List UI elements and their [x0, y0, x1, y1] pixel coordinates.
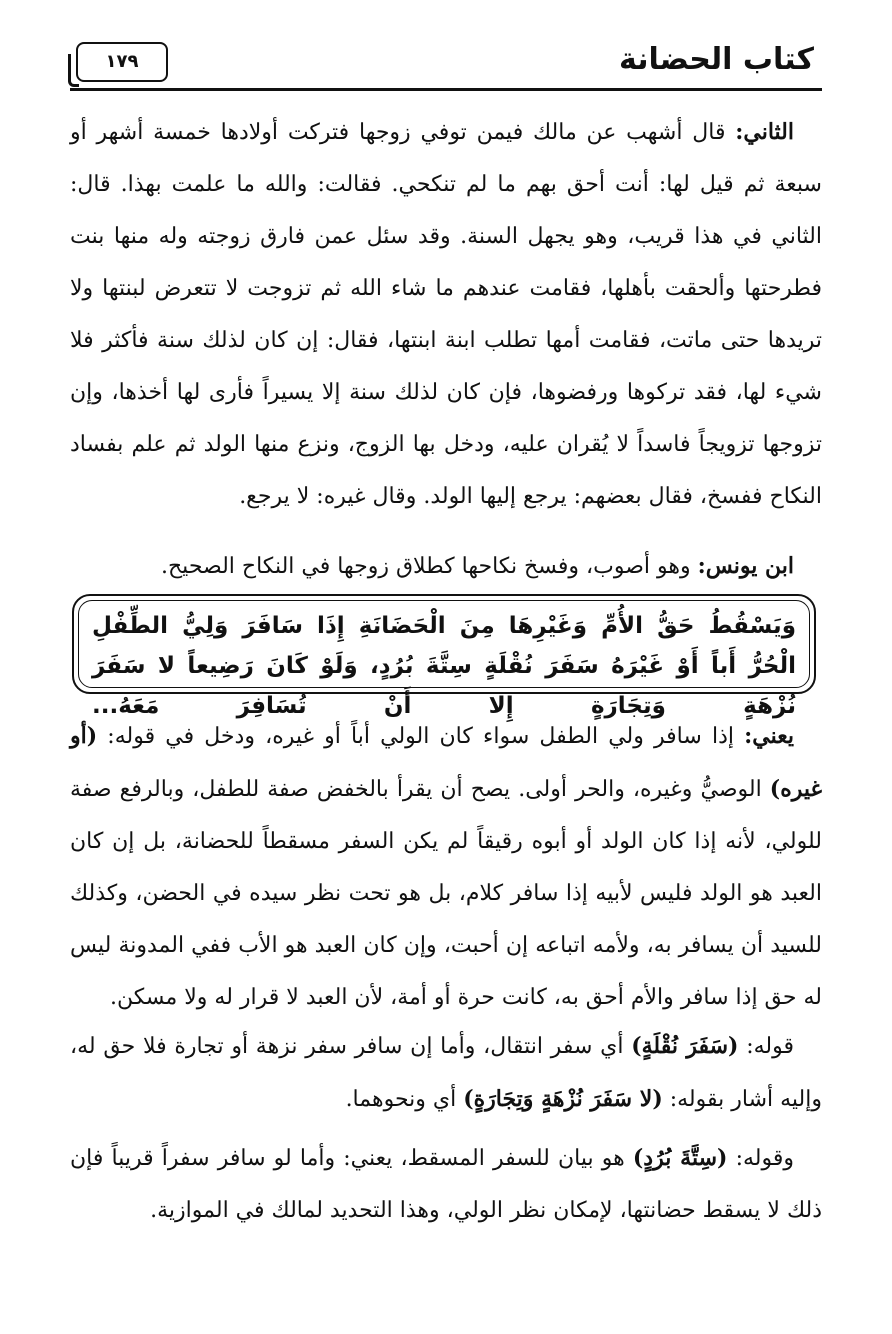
quoted-phrase: (سَفَرَ نُقْلَةٍ)	[631, 1033, 739, 1059]
quoted-phrase: (لا سَفَرَ نُزْهَةٍ وَتِجَارَةٍ)	[463, 1086, 663, 1112]
matn-text: وَيَسْقُطُ حَقُّ الأُمِّ وَغَيْرِهَا مِنَ الْحَضَانَةِ إِذَا سَافَرَ وَلِيُّ الطِّفْلِ الْحُرُّ أَباً أَوْ غَيْرَهُ سَفَرَ نُقْلَةٍ سِتَّةَ بُرُدٍ، وَلَوْ كَانَ رَضِيعاً لا سَفَرَ نُزْهَةٍ وَتِجَارَةٍ إِلا أَنْ تُسَافِرَ مَعَهُ...	[92, 613, 796, 719]
paragraph-text: أي سفر انتقال، وأما إن سافر سفر نزهة أو تجارة فلا حق له، وإليه أشار بقوله:	[70, 1034, 822, 1112]
paragraph-label: يعني:	[744, 723, 794, 749]
paragraph-commentary	[70, 710, 822, 1024]
header-divider	[70, 88, 822, 91]
paragraph-text: أي ونحوهما.	[345, 1087, 464, 1112]
page-header	[70, 36, 822, 94]
paragraph-text: وقوله:	[727, 1146, 794, 1171]
matn-frame	[72, 594, 816, 719]
paragraph-sittata-burud	[70, 1132, 822, 1237]
page-number: ١٧٩	[76, 42, 168, 82]
paragraph-text: قوله:	[738, 1034, 795, 1059]
paragraph-label: الثاني:	[735, 119, 794, 145]
paragraph-ibn-yunus	[70, 540, 822, 593]
paragraph-text: الوصيُّ وغيره، والحر أولى. يصح أن يقرأ بالخفض صفة للطفل، وبالرفع صفة للولي، لأنه إذا كان الولد أو أبوه رقيقاً لم يكن السفر مسقطاً للحضانة، بل إن كان العبد هو الولد فليس لأبيه إذا سافر كلام، بل هو تحت نظر سيده في الحضن، وكذلك للسيد أن يسافر به، ولأمه اتباعه إن أحبت، وإن كان العبد هو الأب ففي المدونة ليس له حق إذا سافر والأم أحق به، كانت حرة أو أمة، لأن العبد لا قرار له ولا مسكن.	[70, 777, 822, 1010]
paragraph-safar-nuqla	[70, 1020, 822, 1126]
paragraph-text: وهو أصوب، وفسخ نكاحها كطلاق زوجها في النكاح الصحيح.	[160, 554, 698, 579]
paragraph-text: قال أشهب عن مالك فيمن توفي زوجها فتركت أولادها خمسة أشهر أو سبعة ثم قيل لها: أنت أحق بهم ما لم تنكحي. فقالت: والله ما علمت بهذا. قال: الثاني في هذا قريب، وهو يجهل السنة. وقد سئل عمن فارق زوجته وله منها بنت فطرحتها وألحقت بأهلها، فقامت عندهم ما شاء الله ثم تزوجت لا تتعرض لبنتها ولا تريدها حتى ماتت، فقامت أمها تطلب ابنة ابنتها، فقال: إن كان لذلك سنة فأكثر فلا شيء لها، فقد تركوها ورفضوها، فإن كان لذلك سنة إلا يسيراً فأرى لها أخذها، وإن تزوجها تزويجاً فاسداً لا يُقران عليه، ودخل بها الزوج، ونزع منها الولد ثم علم بفساد النكاح ففسخ، فقال بعضهم: يرجع إليها الولد. وقال غيره: لا يرجع.	[70, 120, 822, 509]
quoted-phrase: (سِتَّةَ بُرُدٍ)	[632, 1145, 728, 1171]
chapter-title: كتاب الحضانة	[619, 42, 814, 77]
paragraph-al-thani	[70, 106, 822, 523]
paragraph-text: إذا سافر ولي الطفل سواء كان الولي أباً أو غيره، ودخل في قوله:	[97, 724, 745, 749]
paragraph-label: ابن يونس:	[697, 553, 794, 579]
paragraph-text: هو بيان للسفر المسقط، يعني: وأما لو سافر سفراً قريباً فإن ذلك لا يسقط حضانتها، لإمكان نظر الولي، وهذا التحديد لمالك في الموازية.	[70, 1146, 822, 1223]
quoted-phrase: (أو غيره)	[70, 723, 822, 802]
